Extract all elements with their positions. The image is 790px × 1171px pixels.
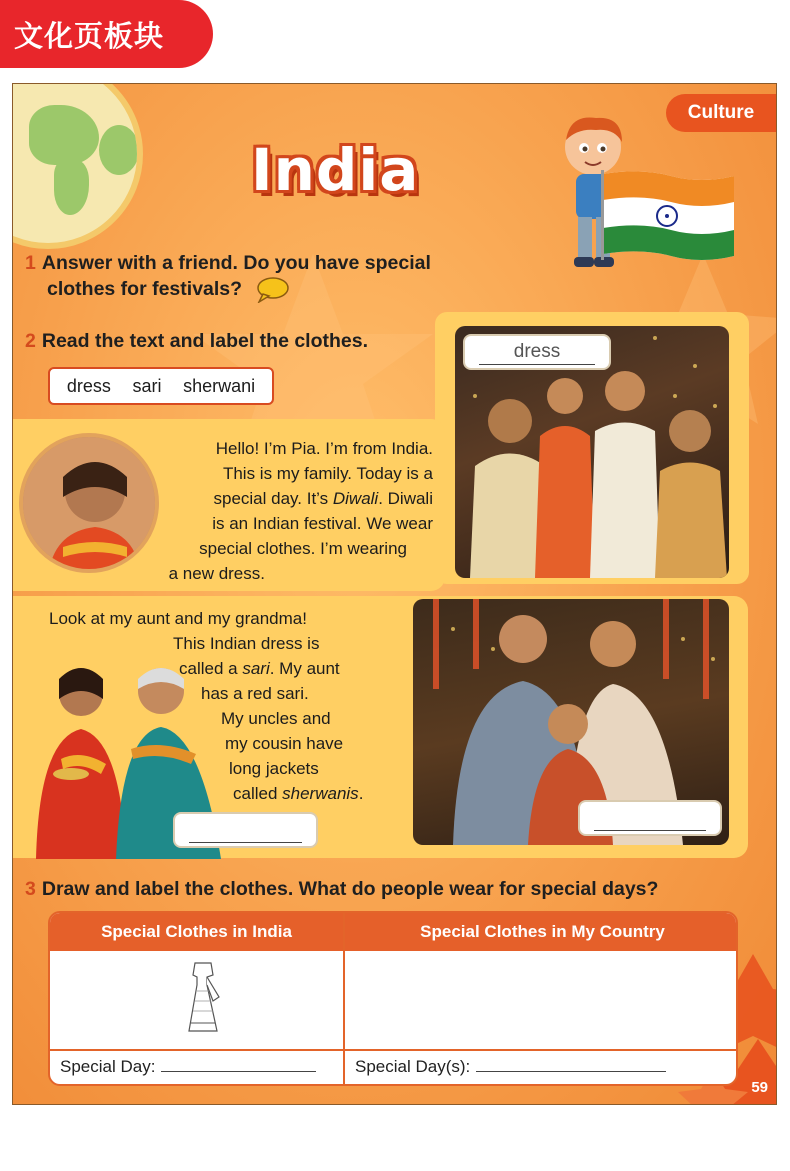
special-days-label: Special Day(s): <box>355 1057 471 1076</box>
question-3 <box>25 876 658 902</box>
story-line: long jackets <box>229 759 319 778</box>
story-line: called a sari. My aunt <box>179 659 340 678</box>
story-line: a new dress. <box>168 564 265 583</box>
story-text-1 <box>163 436 433 586</box>
page-number: 59 <box>751 1079 768 1096</box>
pia-photo <box>19 433 159 573</box>
special-day-label: Special Day: <box>60 1057 156 1076</box>
india-flag-icon <box>601 170 736 260</box>
question-1-line1: Answer with a friend. Do you have special <box>41 252 431 274</box>
story-line: is an Indian festival. We wear <box>212 514 433 533</box>
clothes-table <box>48 911 738 1086</box>
question-3-number: 3 <box>25 878 36 900</box>
word-box-item: sherwani <box>183 375 256 396</box>
special-day-my-country <box>355 1054 666 1077</box>
story-line: has a red sari. <box>201 684 309 703</box>
drawing-cell-my-country[interactable] <box>345 953 738 1048</box>
culture-tab: Culture <box>666 94 776 132</box>
story-line: called sherwanis. <box>233 784 364 803</box>
special-day-india <box>60 1054 316 1077</box>
story-line: Look at my aunt and my grandma! <box>49 609 307 628</box>
word-box <box>48 367 274 405</box>
table-header-india: Special Clothes in India <box>50 913 343 951</box>
story-line: Hello! I’m Pia. I’m from India. <box>215 439 433 458</box>
speech-bubble-icon <box>255 277 289 303</box>
story-line: my cousin have <box>225 734 344 753</box>
question-1-line2: clothes for festivals? <box>47 278 243 300</box>
label-box-women[interactable] <box>173 812 318 848</box>
story-line: This is my family. Today is a <box>222 464 433 483</box>
label-answer <box>594 805 706 831</box>
special-days-input[interactable] <box>476 1054 666 1072</box>
word-box-item: sari <box>132 375 162 396</box>
drawing-cell-india[interactable] <box>50 953 343 1048</box>
table-row-divider <box>50 1049 738 1051</box>
story-line: special clothes. I’m wearing <box>199 539 407 558</box>
table-header-my-country: Special Clothes in My Country <box>345 913 738 951</box>
question-1-number: 1 <box>25 252 36 274</box>
label-box-dress[interactable] <box>463 334 611 370</box>
page-title: India <box>251 136 420 204</box>
question-2 <box>25 328 368 354</box>
textbook-page <box>12 83 777 1105</box>
sari-dress-icon <box>183 961 223 1035</box>
question-2-text: Read the text and label the clothes. <box>41 330 369 352</box>
special-day-input[interactable] <box>161 1054 316 1072</box>
story-line: My uncles and <box>221 709 331 728</box>
story-line: special day. It’s Diwali. Diwali <box>213 489 433 508</box>
story-line: This Indian dress is <box>173 634 320 653</box>
section-banner: 文化页板块 <box>0 0 213 68</box>
label-answer <box>189 817 302 843</box>
question-3-text: Draw and label the clothes. What do people wear for special days? <box>41 878 659 900</box>
label-box-men[interactable] <box>578 800 722 836</box>
label-answer: dress <box>479 339 594 365</box>
word-box-item: dress <box>66 375 111 396</box>
question-1 <box>25 250 431 303</box>
question-2-number: 2 <box>25 330 36 352</box>
